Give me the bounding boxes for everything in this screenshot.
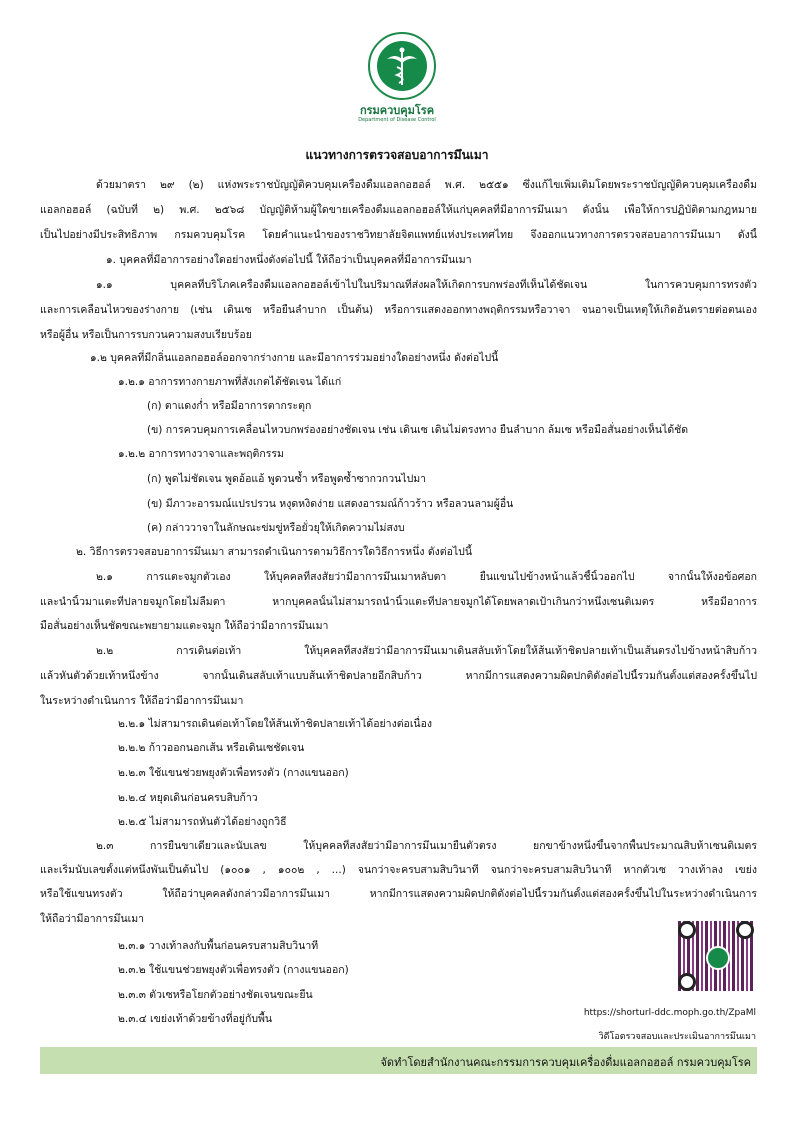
section-2-3-line: ให้ถือว่ามีอาการมึนเมา [40,913,145,925]
ministry-seal-icon [706,946,730,970]
list-item: (ก) พูดไม่ชัดเจน พูดอ้อแอ้ พูดวนซ้ำ หรือพูดซ้ำซากวกวนไปมา [147,473,427,485]
list-item: ๒.๓.๒ ใช้แขนช่วยพยุงตัวเพื่อทรงตัว (กางแขนออก) [118,964,349,976]
section-1-2-2: ๑.๒.๒ อาการทางวาจาและพฤติกรรม [118,448,284,460]
qr-caption: วิดีโอตรวจสอบและประเมินอาการมึนเมา [598,1032,756,1042]
caduceus-icon [377,41,427,91]
intro-line: เป็นไปอย่างมีประสิทธิภาพ กรมควบคุมโรค โดยคำแนะนำของราชวิทยาลัยจิตแพทย์แห่งประเทศไทย จึงออกแนวทางการตรวจสอบอาการมึนเมา ดังนี้ [40,229,757,241]
page-title: แนวทางการตรวจสอบอาการมึนเมา [305,148,489,162]
intro-line: ด้วยมาตรา ๒๙ (๒) แห่งพระราชบัญญัติควบคุมเครื่องดื่มแอลกอฮอล์ พ.ศ. ๒๕๕๑ ซึ่งแก้ไขเพิ่มเติมโดยพระราชบัญญัติควบคุมเครื่องดื่ม [96,179,757,191]
section-1-2-1: ๑.๒.๑ อาการทางกายภาพที่สังเกตได้ชัดเจน ได้แก่ [118,376,342,388]
list-item: ๒.๓.๓ ตัวเซหรือโยกตัวอย่างชัดเจนขณะยืน [118,989,313,1001]
section-2-2-line: แล้วหันตัวด้วยเท้าหนึ่งข้าง จากนั้นเดินสลับเท้าแบบส้นเท้าชิดปลายอีกสิบก้าว หากมีการแสดงความผิดปกติดังต่อไปนี้รวมกันตั้งแต่สองครั้งขึ้นไป [40,670,757,682]
list-item: (ข) มีภาวะอารมณ์แปรปรวน หงุดหงิดง่าย แสดงอารมณ์ก้าวร้าว หรือลวนลามผู้อื่น [147,498,514,510]
list-item: ๒.๒.๕ ไม่สามารถหันตัวได้อย่างถูกวิธี [118,816,287,828]
org-name-english: Department of Disease Control [358,117,436,123]
list-item: ๒.๒.๔ หยุดเดินก่อนครบสิบก้าว [118,792,258,804]
qr-finder-icon [678,921,696,939]
list-item: ๒.๓.๔ เขย่งเท้าด้วยข้างที่อยู่กับพื้น [118,1013,273,1025]
list-item: (ก) ตาแดงก่ำ หรือมีอาการตากระตุก [147,400,312,412]
list-item: ๒.๒.๓ ใช้แขนช่วยพยุงตัวเพื่อทรงตัว (กางแขนออก) [118,767,349,779]
section-1-1-line: ๑.๑ บุคคลที่บริโภคเครื่องดื่มแอลกอฮอล์เข้าไปในปริมาณที่ส่งผลให้เกิดการบกพร่องที่เห็นได้ชัดเจน ในการควบคุมการทรงตัว [96,279,757,291]
list-item: ๒.๒.๒ ก้าวออกนอกเส้น หรือเดินเซชัดเจน [118,742,305,754]
section-2-2-line: ในระหว่างดำเนินการ ให้ถือว่ามีอาการมึนเมา [40,695,244,707]
qr-code[interactable] [678,921,754,991]
section-2-3-line: และเริ่มนับเลขตั้งแต่หนึ่งพันเป็นต้นไป (๑๐๐๑ , ๑๐๐๒ , ...) จนกว่าจะครบสามสิบวินาที จนกว่าจะครบสามสิบวินาที หากตัวเซ วางเท้าลง เขย่ง [40,864,757,876]
section-2-3-line: ๒.๓ การยืนขาเดียวและนับเลข ให้บุคคลที่สงสัยว่ามีอาการมึนเมายืนตัวตรง ยกขาข้างหนึ่งขึ้นจากพื้นประมาณสิบห้าเซนติเมตร [96,840,757,852]
intro-line: แอลกอฮอล์ (ฉบับที่ ๒) พ.ศ. ๒๕๖๘ บัญญัติห้ามผู้ใดขายเครื่องดื่มแอลกอฮอล์ให้แก่บุคคลที่มีอาการมึนเมา ดังนั้น เพื่อให้การปฏิบัติตามกฎหมาย [40,204,757,216]
section-2-1-line: ๒.๑ การแตะจมูกตัวเอง ให้บุคคลที่สงสัยว่ามีอาการมึนเมาหลับตา ยื่นแขนไปข้างหน้าแล้วชี้นิ้วออกไป จากนั้นให้งอข้อศอก [96,571,757,583]
list-item: (ค) กล่าววาจาในลักษณะข่มขู่หรือยั่วยุให้เกิดความไม่สงบ [147,522,405,534]
section-1-1-line: และการเคลื่อนไหวของร่างกาย (เช่น เดินเซ หรือยืนลำบาก เป็นต้น) หรือการแสดงออกทางพฤติกรรมหรือวาจา จนอาจเป็นเหตุให้เกิดอันตรายต่อตนเอง [40,304,757,316]
org-name-thai: กรมควบคุมโรค [359,104,435,117]
section-2-1-line: และนำนิ้วมาแตะที่ปลายจมูกโดยไม่ลืมตา หากบุคคลนั้นไม่สามารถนำนิ้วแตะที่ปลายจมูกได้โดยพลาดเป้าเกินกว่าหนึ่งเซนติเมตร หรือมีอาการ [40,596,757,608]
section-1-2: ๑.๒ บุคคลที่มีกลิ่นแอลกอฮอล์ออกจากร่างกาย และมีอาการร่วมอย่างใดอย่างหนึ่ง ดังต่อไปนี้ [90,352,499,364]
qr-finder-icon [736,921,754,939]
list-item: ๒.๓.๑ วางเท้าลงกับพื้นก่อนครบสามสิบวินาที [118,940,319,952]
section-1-1-line: หรือผู้อื่น หรือเป็นการรบกวนความสงบเรียบร้อย [40,329,252,341]
section-2-heading: ๒. วิธีการตรวจสอบอาการมึนเมา สามารถดำเนินการตามวิธีการใดวิธีการหนึ่ง ดังต่อไปนี้ [76,546,473,558]
list-item: (ข) การควบคุมการเคลื่อนไหวบกพร่องอย่างชัดเจน เช่น เดินเซ เดินไม่ตรงทาง ยืนลำบาก ล้มเซ หรือมือสั่นอย่างเห็นได้ชัด [147,424,689,436]
footer-text: จัดทำโดยสำนักงานคณะกรรมการควบคุมเครื่องดื่มแอลกอฮอล์ กรมควบคุมโรค [380,1056,751,1069]
qr-finder-icon [678,973,696,991]
ministry-seal-logo [368,32,436,100]
video-link[interactable]: https://shorturl-ddc.moph.go.th/ZpaMl [583,1008,756,1018]
list-item: ๒.๒.๑ ไม่สามารถเดินต่อเท้าโดยให้ส้นเท้าชิดปลายเท้าได้อย่างต่อเนื่อง [118,718,433,730]
section-2-2-line: ๒.๒ การเดินต่อเท้า ให้บุคคลที่สงสัยว่ามีอาการมึนเมาเดินสลับเท้าโดยให้ส้นเท้าชิดปลายเท้าเป็นเส้นตรงไปข้างหน้าสิบก้าว [96,645,757,657]
section-2-3-line: หรือใช้แขนทรงตัว ให้ถือว่าบุคคลดังกล่าวมีอาการมึนเมา หากมีการแสดงความผิดปกติดังต่อไปนี้รวมกันตั้งแต่สองครั้งขึ้นไปในระหว่างดำเนินการ [40,888,757,900]
section-1-heading: ๑. บุคคลที่มีอาการอย่างใดอย่างหนึ่งดังต่อไปนี้ ให้ถือว่าเป็นบุคคลที่มีอาการมึนเมา [106,254,472,266]
section-2-1-line: มือสั่นอย่างเห็นชัดขณะพยายามแตะจมูก ให้ถือว่ามีอาการมึนเมา [40,620,329,632]
footer-banner [40,1047,757,1074]
